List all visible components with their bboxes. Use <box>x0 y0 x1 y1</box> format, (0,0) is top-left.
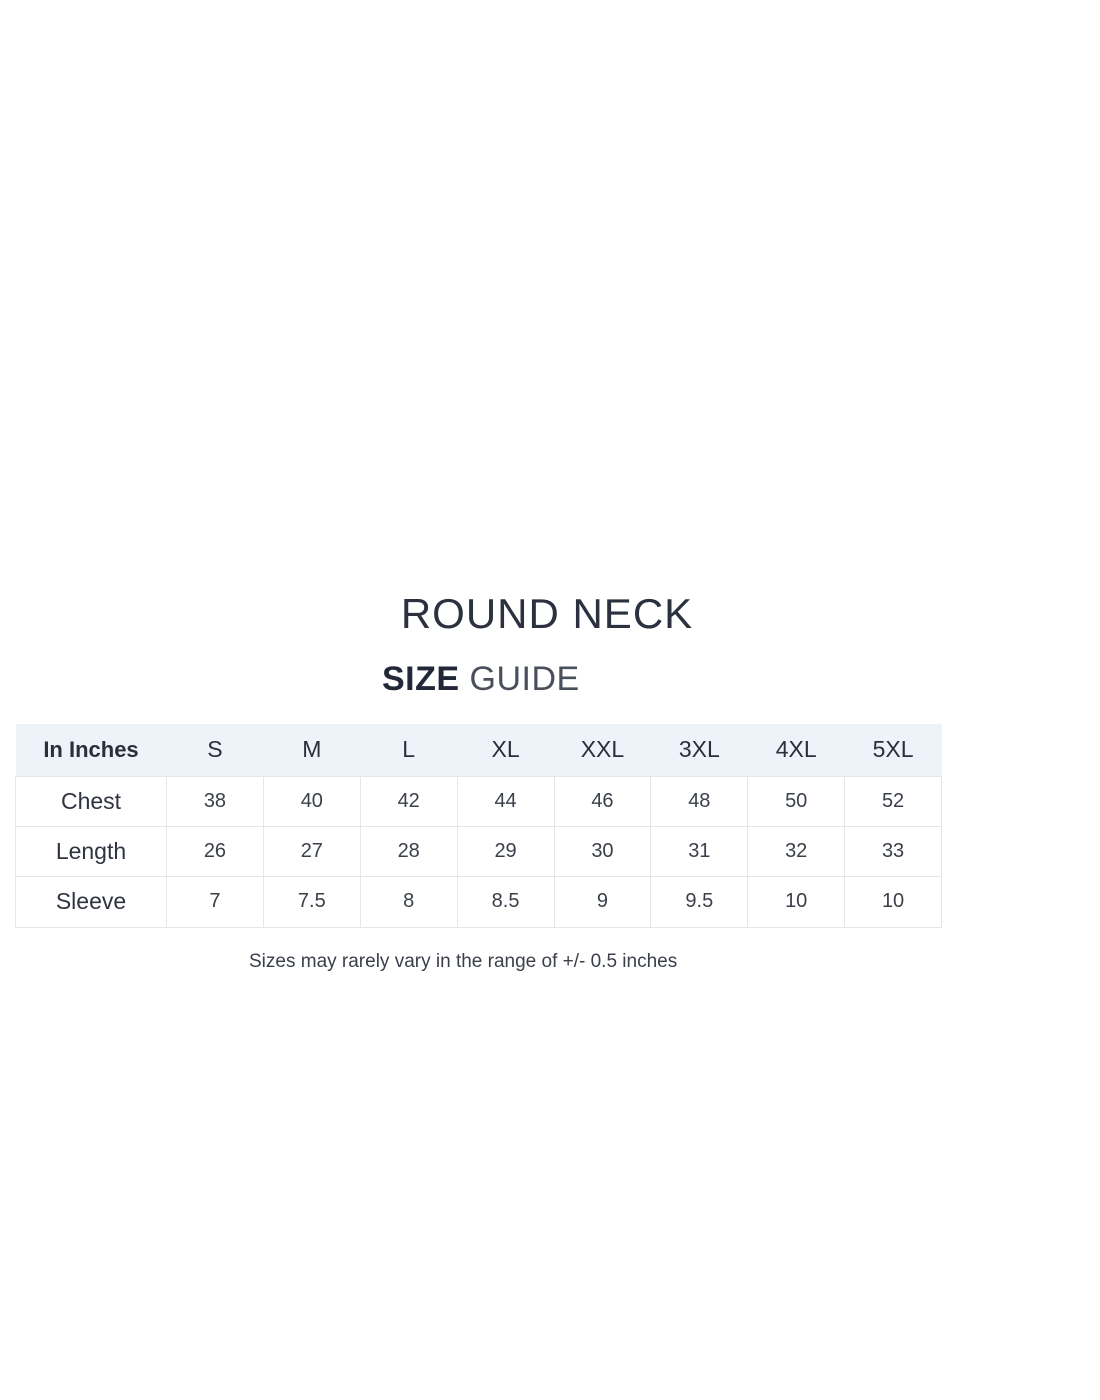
table-cell: 38 <box>167 776 264 826</box>
table-cell: 44 <box>457 776 554 826</box>
table-cell: 42 <box>360 776 457 826</box>
size-header-3xl: 3XL <box>678 736 720 763</box>
header-row <box>16 724 942 776</box>
table-cell: 9 <box>554 876 651 927</box>
table-cell: 27 <box>263 826 360 876</box>
table-cell: 33 <box>845 826 942 876</box>
corner-label: In Inches <box>43 736 139 762</box>
table-cell: 28 <box>360 826 457 876</box>
table-cell: 7 <box>167 876 264 927</box>
table-cell: 32 <box>748 826 845 876</box>
table-cell: 46 <box>554 776 651 826</box>
table-cell: 10 <box>748 876 845 927</box>
page-title <box>0 588 1100 640</box>
table-cell: 8 <box>360 876 457 927</box>
title-text: ROUND NECK <box>400 590 694 637</box>
table-cell: 26 <box>167 826 264 876</box>
table-row <box>16 826 942 876</box>
table-cell: 30 <box>554 826 651 876</box>
table-cell: 10 <box>845 876 942 927</box>
size-header-4xl: 4XL <box>775 736 817 763</box>
size-table-header <box>16 724 942 776</box>
table-row <box>16 876 942 927</box>
size-header-m: M <box>302 736 322 763</box>
row-label-sleeve: Sleeve <box>16 876 167 927</box>
table-cell: 40 <box>263 776 360 826</box>
table-cell: 48 <box>651 776 748 826</box>
size-header-s: S <box>207 736 223 763</box>
size-guide-heading-light: GUIDE <box>469 660 580 698</box>
table-cell: 9.5 <box>651 876 748 927</box>
row-label-chest: Chest <box>16 776 167 826</box>
size-table-body <box>16 776 942 927</box>
size-header-xxl: XXL <box>580 736 625 763</box>
table-cell: 31 <box>651 826 748 876</box>
size-header-xl: XL <box>491 736 520 763</box>
row-label-length: Length <box>16 826 167 876</box>
table-row <box>16 776 942 826</box>
size-guide-heading-bold: SIZE <box>382 660 460 698</box>
size-header-l: L <box>402 736 416 763</box>
size-guide-heading <box>382 658 580 700</box>
table-cell: 7.5 <box>263 876 360 927</box>
table-cell: 8.5 <box>457 876 554 927</box>
table-cell: 52 <box>845 776 942 826</box>
table-cell: 29 <box>457 826 554 876</box>
size-header-5xl: 5XL <box>872 736 914 763</box>
size-variance-note: Sizes may rarely vary in the range of +/- 0.5 inches <box>249 951 678 972</box>
size-table <box>15 724 942 928</box>
table-cell: 50 <box>748 776 845 826</box>
